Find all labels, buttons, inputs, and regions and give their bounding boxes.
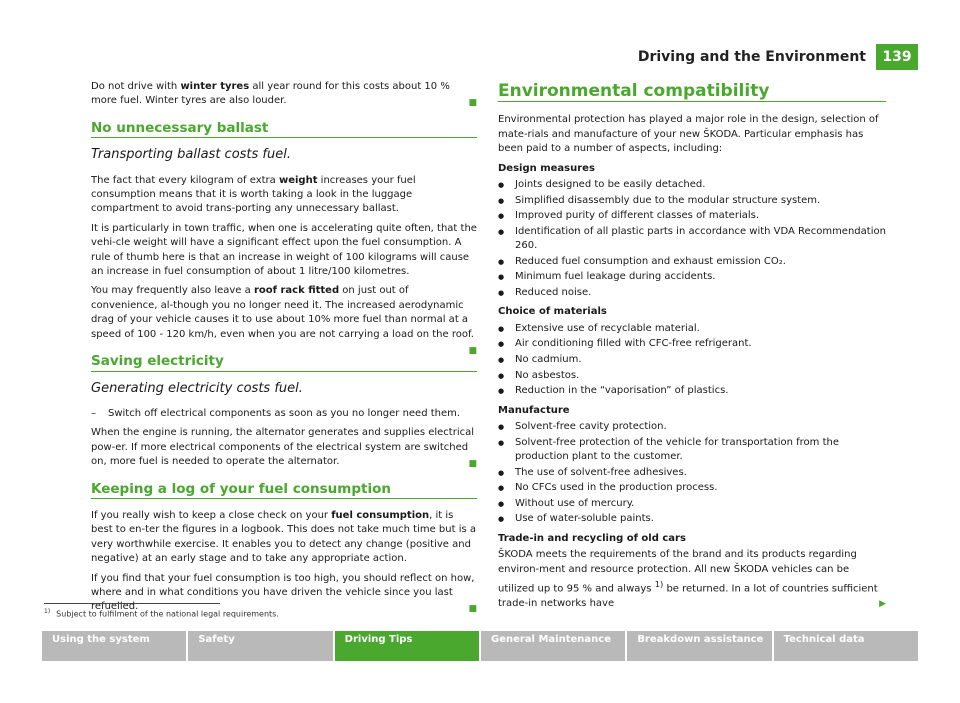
list-item: ● Extensive use of recyclable material. [498, 322, 886, 336]
manufacture-list [498, 420, 886, 527]
trade-in-paragraph: ŠKODA meets the requirements of the brand and its products regarding environ-ment and resource protection. All new ŠKODA vehicles can be utilized up to 95 % and always $^{1)}$ be returned. In a lot of countries sufficient trade-in networks have ▶ [498, 548, 886, 611]
list-item: ● No asbestos. [498, 369, 886, 383]
section-end-icon: ■ [468, 604, 477, 615]
subheading-ballast: Transporting ballast costs fuel. [91, 147, 291, 163]
list-item: ● No cadmium. [498, 353, 886, 367]
label-manufacture: Manufacture [498, 404, 570, 416]
page-number: 139 [876, 44, 918, 70]
list-item: ● Reduction in the “vaporisation” of plastics. [498, 384, 886, 398]
electricity-paragraph: When the engine is running, the alternator generates and supplies electrical pow-er. If more electrical components of the electrical system are switched on, more fuel is needed to operate the alternator. ■ [91, 426, 477, 469]
list-item: ● Without use of mercury. [498, 497, 886, 511]
environment-intro: Environmental protection has played a major role in the design, selection of mate-rials and manufacture of your new ŠKODA. Particular emphasis has been paid to a number of aspects, including: [498, 114, 879, 155]
section-end-icon: ■ [468, 98, 477, 109]
footnote-divider [44, 603, 220, 604]
heading-environmental-compatibility: Environmental compatibility [498, 84, 886, 102]
fuel-log-paragraph-2: If you find that your fuel consumption is too high, you should reflect on how, where and in what conditions you have driven the vehicle since you last refuelled. ■ [91, 572, 477, 615]
list-item: ● The use of solvent-free adhesives. [498, 466, 886, 480]
tab-technical-data[interactable]: Technical data [774, 631, 918, 661]
list-item: ● Solvent-free cavity protection. [498, 420, 886, 434]
list-item: ● Use of water-soluble paints. [498, 512, 886, 526]
electricity-step-list [91, 407, 477, 421]
chapter-title: Driving and the Environment [637, 49, 866, 65]
tab-breakdown-assistance[interactable]: Breakdown assistance [627, 631, 771, 661]
heading-ballast: No unnecessary ballast [91, 121, 477, 138]
list-item: ● Improved purity of different classes of materials. [498, 209, 886, 223]
tab-safety[interactable]: Safety [188, 631, 332, 661]
list-item: ● Reduced fuel consumption and exhaust emission CO₂. [498, 255, 886, 269]
list-item: ● Reduced noise. [498, 286, 886, 300]
ballast-paragraph-1: The fact that every kilogram of extra weight increases your fuel consumption means that it is worth taking a look in the luggage compartment to avoid trans-porting any unnecessary ballast. [91, 174, 416, 215]
footnote [44, 608, 279, 619]
list-item: ● Identification of all plastic parts in accordance with VDA Recommendation 260. [498, 225, 886, 254]
section-end-icon: ■ [468, 459, 477, 470]
continue-arrow-icon: ▶ [879, 598, 886, 609]
tab-driving-tips[interactable]: Driving Tips [335, 631, 479, 661]
fuel-log-paragraph-1: If you really wish to keep a close check on your fuel consumption, it is best to en-ter the figures in a logbook. This does not take much time but is a very worthwhile exercise. It enables you to detect any change (positive and negative) at an early stage and to take any appropriate action. [91, 509, 477, 565]
heading-fuel-log: Keeping a log of your fuel consumption [91, 482, 477, 499]
label-design-measures: Design measures [498, 162, 595, 174]
list-item: ● No CFCs used in the production process. [498, 481, 886, 495]
ballast-paragraph-3: You may frequently also leave a roof rack fitted on just out of convenience, al-though you no longer need it. The increased aerodynamic drag of your vehicle causes it to use about 10% more fuel than normal at a speed of 100 - 120 km/h, even when you are not carrying a load on the roof. ■ [91, 284, 477, 342]
winter-tyres-paragraph: Do not drive with winter tyres all year round for this costs about 10 % more fuel. Winter tyres are also louder. ■ [91, 80, 477, 109]
footnote-text: Subject to fulfilment of the national legal requirements. [56, 609, 279, 619]
subheading-electricity: Generating electricity costs fuel. [91, 380, 303, 396]
tab-using-the-system[interactable]: Using the system [42, 631, 186, 661]
list-item: ● Minimum fuel leakage during accidents. [498, 270, 886, 284]
materials-list [498, 322, 886, 399]
list-item: ● Simplified disassembly due to the modular structure system. [498, 194, 886, 208]
ballast-paragraph-2: It is particularly in town traffic, when one is accelerating quite often, that the vehi-cle weight will have a significant effect upon the fuel consumption. A rule of thumb here is that an increase in weight of 100 kilograms will cause an increase in fuel consumption of about 1 litre/100 kilometres. [91, 222, 477, 278]
tab-general-maintenance[interactable]: General Maintenance [481, 631, 625, 661]
design-measures-list [498, 178, 886, 300]
list-item: ● Solvent-free protection of the vehicle for transportation from the production plant to the customer. [498, 436, 886, 465]
section-end-icon: ■ [468, 346, 477, 357]
left-column [91, 80, 477, 620]
footnote-ref: 1) [654, 579, 664, 589]
list-item: ● Joints designed to be easily detached. [498, 178, 886, 192]
footnote-mark: 1) [44, 608, 51, 615]
page-header [638, 44, 918, 70]
right-column [498, 80, 886, 616]
label-choice-of-materials: Choice of materials [498, 306, 607, 318]
list-item: ● Air conditioning filled with CFC-free refrigerant. [498, 337, 886, 351]
list-item: – Switch off electrical components as soon as you no longer need them. [91, 407, 477, 421]
heading-electricity: Saving electricity [91, 354, 477, 371]
label-trade-in: Trade-in and recycling of old cars [498, 532, 686, 544]
chapter-nav-bar [42, 631, 918, 661]
